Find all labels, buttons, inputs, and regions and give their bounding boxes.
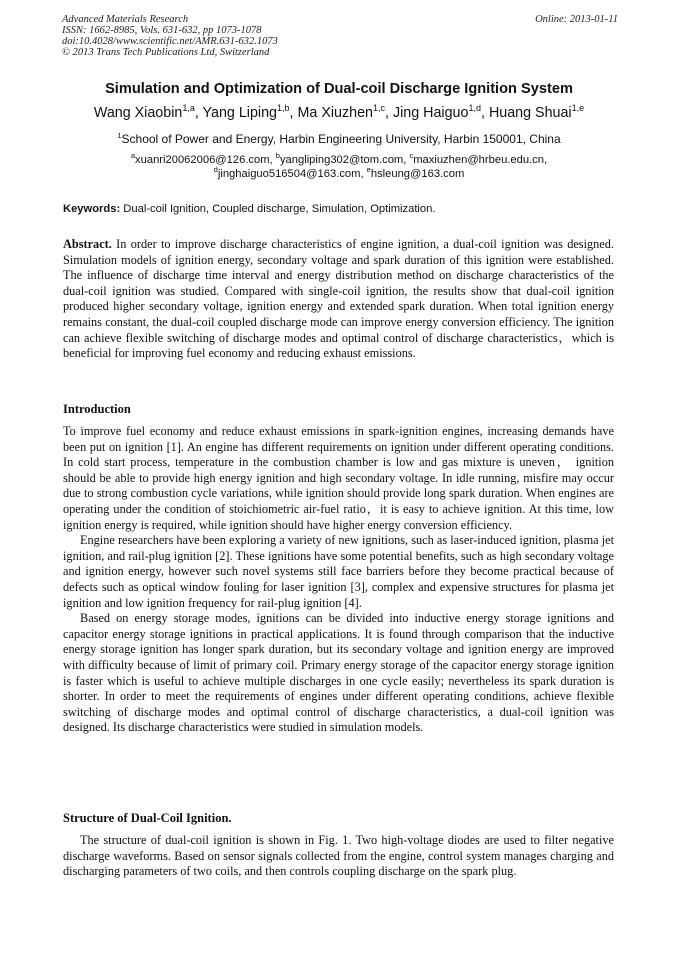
journal-header bbox=[62, 14, 618, 58]
author: Jing Haiguo$^{1,d}$, bbox=[392, 103, 489, 121]
author-list bbox=[30, 103, 648, 123]
paper-title: Simulation and Optimization of Dual-coil Discharge Ignition System bbox=[105, 81, 573, 97]
email-address: yangliping302@tom.com, bbox=[279, 154, 410, 166]
paragraph: To improve fuel economy and reduce exhaust emissions in spark-ignition engines, increasing demands have been put on ignition [1]. An engine has different requirements on ignition under different operating conditions. In cold start process, temperature in the combustion chamber is low and gas mixture is uneven， ignition should be able to provide high energy ignition and high secondary voltage. In idle running, misfire may occur due to strong combustion cycle variations, while ignition should provide long spark duration. When engines are operating under the condition of stoichiometric air-fuel ratio，it is easy to achieve ignition. At this time, low ignition energy is required, while ignition should have higher energy conversion efficiency. bbox=[63, 424, 614, 532]
abstract-label: Abstract. bbox=[63, 237, 112, 251]
introduction-body bbox=[63, 424, 614, 736]
journal-copyright: © 2013 Trans Tech Publications Ltd, Switzerland bbox=[62, 47, 270, 58]
keywords-label: Keywords: bbox=[63, 203, 121, 215]
author-emails bbox=[30, 153, 648, 181]
email-line: $^a$xuanri20062006@126.com, $^b$yangliping302@tom.com, $^c$maxiuzhen@hrbeu.edu.cn, bbox=[130, 151, 548, 166]
author: Wang Xiaobin$^{1,a}$, bbox=[93, 103, 203, 121]
email-address: xuanri20062006@126.com, bbox=[135, 154, 276, 166]
section-heading-introduction: Introduction bbox=[63, 402, 131, 416]
email-address: maxiuzhen@hrbeu.edu.cn, bbox=[413, 154, 548, 166]
email-address: jinghaiguo516504@163.com, bbox=[217, 168, 367, 180]
section-heading-structure: Structure of Dual-Coil Ignition. bbox=[63, 811, 232, 825]
journal-issn: ISSN: 1662-8985, Vols. 631-632, pp 1073-1078 bbox=[62, 25, 262, 36]
email-line: $^d$jinghaiguo516504@163.com, $^e$hsleung@163.com bbox=[213, 165, 465, 180]
abstract-text: In order to improve discharge characteristics of engine ignition, a dual-coil ignition was designed. Simulation models of ignition energy, secondary voltage and spark duration of this ignition were established. The influence of discharge time interval and energy distribution method on discharge characteristics of the dual-coil ignition was studied. Compared with single-coil ignition, the results show that dual-coil ignition produced higher secondary voltage, ignition energy and extended spark duration. When total ignition energy remains constant, the dual-coil coupled discharge mode can improve energy conversion efficiency. The ignition can achieve flexible switching of discharge modes and optimal control of discharge characteristics，which is beneficial for improving fuel economy and reducing exhaust emissions. bbox=[63, 237, 614, 361]
author: Huang Shuai$^{1,e}$ bbox=[488, 103, 585, 121]
paragraph: Engine researchers have been exploring a variety of new ignitions, such as laser-induced ignition, plasma jet ignition, and rail-plug ignition [2]. These ignitions have some potential benefits, such as high secondary voltage and ignition energy, however such novel systems still face barriers before they become practical because of defects such as optical window fouling for laser ignition [3], complex and expensive structures for plasma jet ignition and low ignition frequency for rail-plug ignition [4]. bbox=[63, 533, 614, 610]
structure-body bbox=[63, 833, 614, 880]
paragraph: Based on energy storage modes, ignitions can be divided into inductive energy storage ignitions and capacitor energy storage ignitions in practical applications. It is found through comparison that the inductive energy storage ignition has longer spark duration, but its secondary voltage and ignition energy are improved with difficulty because of limit of primary coil. Primary energy storage of the capacitor energy storage ignition is faster which is useful to achieve multiple discharges in one cycle easily; nevertheless its spark duration is shorter. In order to meet the requirements of engines under different operating conditions, achieve flexible switching of discharge modes and optimal control of discharge characteristics, a dual-coil ignition was designed. Its discharge characteristics were studied in simulation models. bbox=[63, 611, 614, 735]
journal-name: Advanced Materials Research bbox=[62, 14, 189, 25]
author: Yang Liping$^{1,b}$, bbox=[202, 103, 298, 121]
keywords bbox=[63, 202, 623, 216]
affiliation: $^1$School of Power and Energy, Harbin Engineering University, Harbin 150001, China bbox=[117, 131, 561, 146]
abstract bbox=[63, 237, 614, 362]
email-address: hsleung@163.com bbox=[370, 168, 465, 180]
journal-doi: doi:10.4028/www.scientific.net/AMR.631-632.1073 bbox=[62, 36, 278, 47]
author: Ma Xiuzhen$^{1,c}$, bbox=[297, 103, 393, 121]
keywords-text: Dual-coil Ignition, Coupled discharge, Simulation, Optimization. bbox=[120, 203, 436, 215]
paragraph: The structure of dual-coil ignition is shown in Fig. 1. Two high-voltage diodes are used to filter negative discharge waveforms. Based on sensor signals collected from the engine, control system manages charging and discharging parameters of two coils, and then controls coupling discharge on the spark plug. bbox=[63, 833, 614, 879]
online-date: Online: 2013-01-11 bbox=[535, 14, 618, 25]
